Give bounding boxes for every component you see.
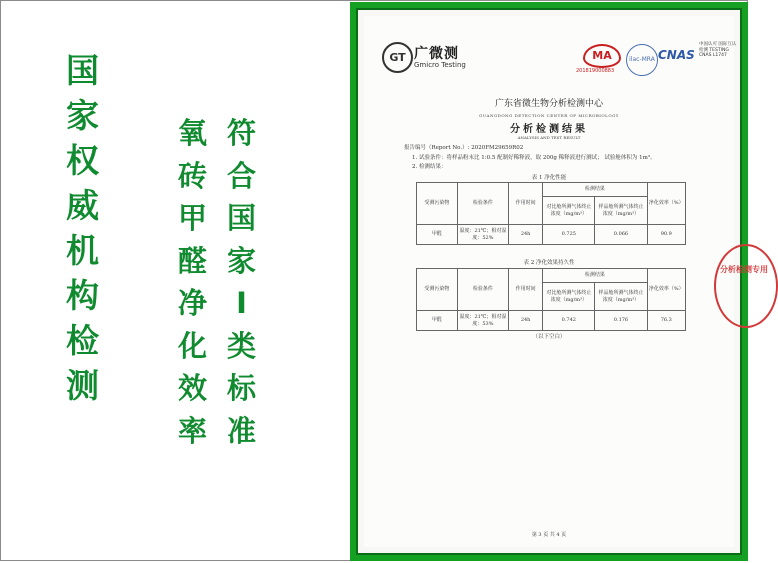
cell-control: 0.725 bbox=[543, 225, 595, 245]
cell-pollutant: 甲醛 bbox=[417, 225, 458, 245]
cell-duration: 24h bbox=[508, 225, 542, 245]
cell-sample: 0.066 bbox=[595, 225, 647, 245]
cell-conditions: 温度：21℃；相对湿度：52% bbox=[457, 225, 508, 245]
table2-caption: 表 2 净化效果持久性 bbox=[523, 260, 575, 266]
table-row bbox=[417, 311, 686, 331]
certificate-inner-border bbox=[356, 8, 768, 555]
lab-logo-english: Gmicro Testing bbox=[414, 61, 466, 69]
headline-char: 权 bbox=[66, 141, 99, 180]
headline-char: 砖 bbox=[178, 158, 208, 193]
ilac-mra-icon: ilac-MRA bbox=[626, 44, 658, 76]
stamp-text: 分析检测专用 bbox=[720, 265, 768, 274]
headline-column-authority bbox=[66, 48, 99, 408]
header-sample-concentration: 样品舱所测气体终止浓度（mg/m³） bbox=[595, 283, 647, 311]
headline-char: 国 bbox=[227, 201, 257, 235]
blank-below-note: （以下空白） bbox=[532, 334, 566, 340]
headline-char: 准 bbox=[227, 413, 257, 448]
headline-char: 测 bbox=[66, 366, 99, 405]
cnas-accreditation-text: 中国认可 国际互认 检测 TESTING CNAS L1747 bbox=[699, 42, 737, 58]
table-row bbox=[417, 225, 686, 245]
headline-char: 构 bbox=[66, 276, 99, 315]
headline-char: 化 bbox=[178, 328, 208, 363]
headline-char: I bbox=[236, 286, 247, 320]
headline-char: 检 bbox=[66, 321, 99, 360]
lab-logo-name: 广微测 bbox=[414, 46, 459, 62]
header-pollutant: 受测污染物 bbox=[417, 183, 458, 225]
headline-char: 机 bbox=[66, 231, 99, 270]
headline-char: 威 bbox=[66, 186, 99, 225]
results-label: 2. 检测结果： bbox=[412, 164, 447, 170]
test-conditions: 1. 试验条件：将样品粉末比 1:0.5 配制好稀释液，取 200g 稀释液进行测试； 试验舱体积为 1m³。 bbox=[412, 155, 656, 161]
headline-char: 国 bbox=[66, 51, 99, 90]
report-number: 报告编号（Report No.）: 2020FM29659R02 bbox=[404, 145, 524, 151]
headline-column-product bbox=[178, 112, 207, 452]
header-duration: 作用时间 bbox=[508, 269, 542, 311]
header-sample-concentration: 样品舱所测气体终止浓度（mg/m³） bbox=[595, 197, 647, 225]
table1-caption: 表 1 净化性能 bbox=[531, 175, 567, 181]
headline-char: 率 bbox=[178, 413, 208, 448]
cell-control: 0.742 bbox=[543, 311, 595, 331]
headline-char: 合 bbox=[227, 158, 257, 193]
headline-char: 家 bbox=[66, 96, 99, 135]
headline-char: 氧 bbox=[178, 116, 208, 150]
test-report-page bbox=[364, 16, 768, 547]
cell-conditions: 温度：21℃；相对湿度：53% bbox=[457, 311, 508, 331]
gmicro-logo-icon: GT bbox=[382, 42, 413, 73]
header-control-concentration: 对比舱所测气体终止浓度（mg/m³） bbox=[543, 283, 595, 311]
report-title: 分析检测结果 bbox=[510, 124, 588, 135]
header-conditions: 检验条件 bbox=[457, 183, 508, 225]
headline-char: 净 bbox=[178, 286, 208, 320]
header-pollutant: 受测污染物 bbox=[417, 269, 458, 311]
header-control-concentration: 对比舱所测气体终止浓度（mg/m³） bbox=[543, 197, 595, 225]
header-efficiency: 净化效率（%） bbox=[647, 183, 685, 225]
certificate-frame bbox=[350, 2, 768, 561]
headline-char: 效 bbox=[178, 371, 208, 405]
org-name: 广东省微生物分析检测中心 bbox=[494, 99, 603, 109]
report-title-en: ANALYSIS AND TEST RESULT bbox=[517, 135, 581, 140]
headline-column-standard bbox=[227, 112, 256, 452]
header-efficiency: 净化效率（%） bbox=[647, 269, 685, 311]
header-results: 检测结果 bbox=[543, 183, 647, 197]
header-duration: 作用时间 bbox=[508, 183, 542, 225]
cma-mark-icon: MA bbox=[583, 44, 621, 68]
headline-char: 甲 bbox=[178, 201, 208, 235]
cma-number: 201819000883 bbox=[576, 68, 615, 74]
header-conditions: 检验条件 bbox=[457, 269, 508, 311]
headline-char: 家 bbox=[227, 243, 257, 278]
headline-char: 符 bbox=[227, 116, 257, 150]
cell-sample: 0.176 bbox=[595, 311, 647, 331]
headline-char: 醛 bbox=[178, 243, 208, 278]
cell-efficiency: 90.9 bbox=[647, 225, 685, 245]
purification-performance-table bbox=[416, 182, 686, 245]
page-number: 第 3 页 共 4 页 bbox=[531, 532, 567, 538]
official-seal-stamp bbox=[714, 244, 778, 328]
header-results: 检测结果 bbox=[543, 269, 647, 283]
headline-char: 标 bbox=[227, 371, 257, 405]
cell-duration: 24h bbox=[508, 311, 542, 331]
purification-durability-table bbox=[416, 268, 686, 331]
headline-char: 类 bbox=[227, 328, 257, 363]
cnas-logo-icon: CNAS bbox=[658, 48, 695, 62]
org-name-en: GUANGDONG DETECTION CENTER OF MICROBIOLOGY bbox=[479, 113, 619, 118]
cell-efficiency: 76.3 bbox=[647, 311, 685, 331]
cell-pollutant: 甲醛 bbox=[417, 311, 458, 331]
